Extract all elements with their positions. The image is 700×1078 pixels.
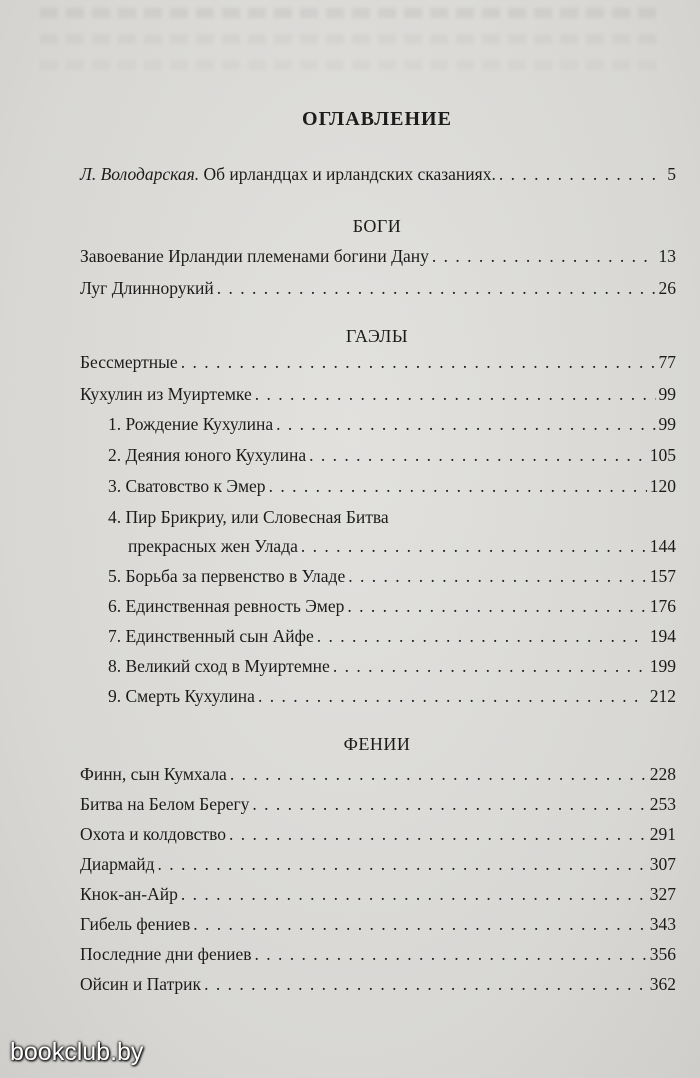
toc-entry <box>80 278 676 304</box>
entry-title: Завоевание Ирландии племенами богини Дану <box>80 246 429 266</box>
leader-dots <box>158 854 647 875</box>
leader-dots <box>347 596 646 617</box>
entry-title: Кнок-ан-Айр <box>80 884 178 904</box>
page-number: 157 <box>649 566 676 586</box>
section-heading-fenians: ФЕНИИ <box>343 734 411 754</box>
page-number: 327 <box>649 884 676 904</box>
entry-title: Бессмертные <box>80 352 178 372</box>
bleed-through-text <box>40 34 660 44</box>
leader-dots <box>181 884 647 905</box>
toc-entry <box>80 384 676 410</box>
leader-dots <box>333 656 647 677</box>
page-number: 26 <box>658 278 676 298</box>
toc-entry-intro <box>80 164 676 190</box>
toc-entry <box>80 824 676 850</box>
toc-subentry <box>108 596 676 622</box>
entry-title: Кухулин из Муиртемке <box>80 384 252 404</box>
page-number: 253 <box>649 794 676 814</box>
entry-title: 5. Борьба за первенство в Уладе <box>108 566 346 586</box>
page-number: 199 <box>649 656 676 676</box>
toc-entry <box>80 764 676 790</box>
page-number: 99 <box>658 414 676 434</box>
page-number: 291 <box>649 824 676 844</box>
leader-dots <box>499 164 664 185</box>
page-number: 228 <box>649 764 676 784</box>
page-number: 105 <box>649 445 676 465</box>
leader-dots <box>181 352 656 373</box>
intro-title: Об ирландцах и ирландских сказаниях. <box>203 164 496 184</box>
page-number: 5 <box>667 164 676 184</box>
bleed-through-text <box>40 8 660 18</box>
entry-title: Гибель фениев <box>80 914 191 934</box>
leader-dots <box>348 566 647 587</box>
toc-entry <box>80 854 676 880</box>
toc-entry <box>80 352 676 378</box>
leader-dots <box>252 794 646 815</box>
entry-title: 7. Единственный сын Айфе <box>108 626 314 646</box>
leader-dots <box>204 974 647 995</box>
page-number: 120 <box>649 476 676 496</box>
page-number: 194 <box>649 626 676 646</box>
page-number: 307 <box>649 854 676 874</box>
toc-entry <box>80 246 676 272</box>
leader-dots <box>301 536 647 557</box>
leader-dots <box>255 384 656 405</box>
entry-title: Последние дни фениев <box>80 944 252 964</box>
entry-title: Ойсин и Патрик <box>80 974 202 994</box>
toc-subentry <box>108 507 676 533</box>
leader-dots <box>432 246 656 267</box>
page-number: 362 <box>649 974 676 994</box>
entry-title-continued: прекрасных жен Улада <box>128 536 298 556</box>
intro-author: Л. Володарская. <box>80 164 200 184</box>
leader-dots <box>317 626 647 647</box>
toc-entry <box>80 794 676 820</box>
toc-subentry <box>108 626 676 652</box>
entry-title: Финн, сын Кумхала <box>80 764 227 784</box>
page-number: 144 <box>649 536 676 556</box>
entry-title: 3. Сватовство к Эмер <box>108 476 266 496</box>
toc-subentry <box>108 414 676 440</box>
page-title: ОГЛАВЛЕНИЕ <box>302 108 452 130</box>
toc-entry <box>80 974 676 1000</box>
leader-dots <box>276 414 655 435</box>
page-number: 99 <box>658 384 676 404</box>
toc-entry <box>80 914 676 940</box>
leader-dots <box>255 944 647 965</box>
toc-subentry-continuation <box>128 536 676 562</box>
page-number: 212 <box>649 686 676 706</box>
leader-dots <box>229 824 647 845</box>
leader-dots <box>230 764 647 785</box>
entry-title: Охота и колдовство <box>80 824 226 844</box>
toc-subentry <box>108 476 676 502</box>
entry-title: Луг Длиннорукий <box>80 278 214 298</box>
leader-dots <box>309 445 647 466</box>
toc-subentry <box>108 686 676 712</box>
page-number: 356 <box>649 944 676 964</box>
entry-title: 2. Деяния юного Кухулина <box>108 445 307 465</box>
page-number: 77 <box>658 352 676 372</box>
page-number: 176 <box>649 596 676 616</box>
entry-title: 1. Рождение Кухулина <box>108 414 274 434</box>
leader-dots <box>217 278 656 299</box>
toc-entry <box>80 944 676 970</box>
entry-title: 8. Великий сход в Муиртемне <box>108 656 330 676</box>
toc-subentry <box>108 566 676 592</box>
toc-subentry <box>108 656 676 682</box>
section-heading-gods: БОГИ <box>352 216 402 236</box>
leader-dots <box>269 476 647 497</box>
entry-title: Битва на Белом Берегу <box>80 794 250 814</box>
entry-title: 9. Смерть Кухулина <box>108 686 255 706</box>
toc-entry <box>80 884 676 910</box>
page-number: 343 <box>649 914 676 934</box>
section-heading-gaels: ГАЭЛЫ <box>345 326 409 346</box>
entry-title: 4. Пир Брикриу, или Словесная Битва <box>108 507 389 527</box>
entry-title: Диармайд <box>80 854 155 874</box>
bleed-through-text <box>40 60 660 70</box>
entry-title: 6. Единственная ревность Эмер <box>108 596 345 616</box>
toc-subentry <box>108 445 676 471</box>
site-watermark: bookclub.by <box>10 1038 144 1066</box>
leader-dots <box>258 686 647 707</box>
leader-dots <box>193 914 647 935</box>
page-number: 13 <box>658 246 676 266</box>
